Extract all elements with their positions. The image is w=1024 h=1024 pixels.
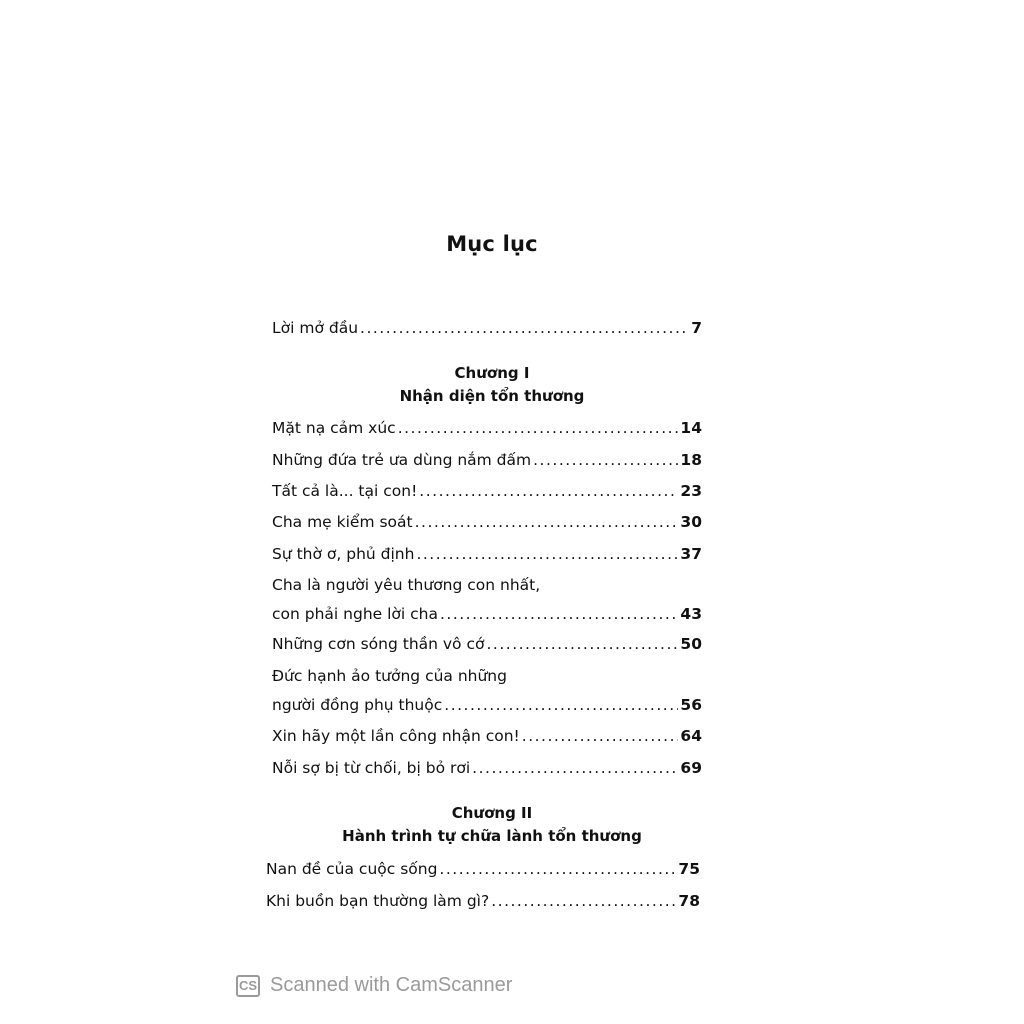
toc-entry — [272, 662, 702, 720]
toc-entry — [266, 887, 700, 916]
toc-entry-page: 75 — [678, 860, 700, 878]
toc-entry-text: Mặt nạ cảm xúc — [272, 419, 396, 437]
toc-entry — [272, 630, 702, 659]
toc-entry — [272, 477, 702, 506]
toc-title: Mục lục — [446, 232, 538, 256]
toc-entry — [272, 571, 702, 629]
dot-leader — [522, 722, 679, 751]
toc-entry-text: Những đứa trẻ ưa dùng nắm đấm — [272, 451, 532, 469]
toc-entry-page: 7 — [691, 319, 702, 337]
toc-entry-intro — [272, 314, 702, 343]
dot-leader — [444, 691, 678, 720]
dot-leader — [491, 887, 676, 916]
toc-entry-text: Sự thờ ơ, phủ định — [272, 545, 415, 563]
toc-entry-page: 14 — [680, 419, 702, 437]
toc-entry — [272, 722, 702, 751]
watermark-text: Scanned with CamScanner — [270, 974, 513, 996]
toc-entry — [272, 446, 702, 475]
dot-leader — [419, 477, 678, 506]
toc-entry-page: 43 — [680, 605, 702, 623]
camscanner-logo-icon: CS — [236, 975, 260, 997]
toc-entry-text: Những cơn sóng thần vô cớ — [272, 635, 485, 653]
chapter-heading — [272, 802, 712, 848]
toc-entry-text: Cha là người yêu thương con nhất, — [272, 576, 541, 594]
toc-entry-page: 56 — [680, 696, 702, 714]
toc-entry-line — [272, 314, 702, 343]
dot-leader — [360, 314, 689, 343]
toc-entry-page: 50 — [680, 635, 702, 653]
chapter-heading — [272, 362, 712, 408]
toc-entry-text: con phải nghe lời cha — [272, 605, 438, 623]
toc-entry-text: Nỗi sợ bị từ chối, bị bỏ rơi — [272, 759, 471, 777]
chapter-name: Nhận diện tổn thương — [399, 387, 585, 405]
dot-leader — [440, 600, 678, 629]
toc-entry-page: 64 — [680, 727, 702, 745]
dot-leader — [398, 414, 679, 443]
toc-entry-text: Tất cả là... tại con! — [272, 482, 418, 500]
camscanner-watermark — [236, 974, 512, 997]
toc-entry-text: người đồng phụ thuộc — [272, 696, 443, 714]
dot-leader — [533, 446, 678, 475]
toc-entry-text: Đức hạnh ảo tưởng của những — [272, 667, 507, 685]
toc-entry-page: 78 — [678, 892, 700, 910]
chapter-name: Hành trình tự chữa lành tổn thương — [342, 827, 642, 845]
dot-leader — [416, 540, 678, 569]
toc-entry — [272, 540, 702, 569]
toc-entry-text: Cha mẹ kiểm soát — [272, 513, 413, 531]
toc-entry — [272, 508, 702, 537]
chapter-label: Chương I — [454, 364, 530, 382]
toc-entry — [272, 754, 702, 783]
dot-leader — [472, 754, 678, 783]
toc-entry-page: 18 — [680, 451, 702, 469]
toc-entry-page: 23 — [680, 482, 702, 500]
toc-entry-text: Nan đề của cuộc sống — [266, 860, 438, 878]
toc-entry-text: Lời mở đầu — [272, 319, 359, 337]
toc-entry-page: 37 — [680, 545, 702, 563]
dot-leader — [439, 855, 676, 884]
dot-leader — [486, 630, 678, 659]
toc-entry-page: 30 — [680, 513, 702, 531]
toc-entry — [266, 855, 700, 884]
toc-entry — [272, 414, 702, 443]
toc-entry-page: 69 — [680, 759, 702, 777]
chapter-label: Chương II — [451, 804, 533, 822]
toc-entry-text: Xin hãy một lần công nhận con! — [272, 727, 520, 745]
dot-leader — [415, 508, 679, 537]
toc-entry-text: Khi buồn bạn thường làm gì? — [266, 892, 490, 910]
